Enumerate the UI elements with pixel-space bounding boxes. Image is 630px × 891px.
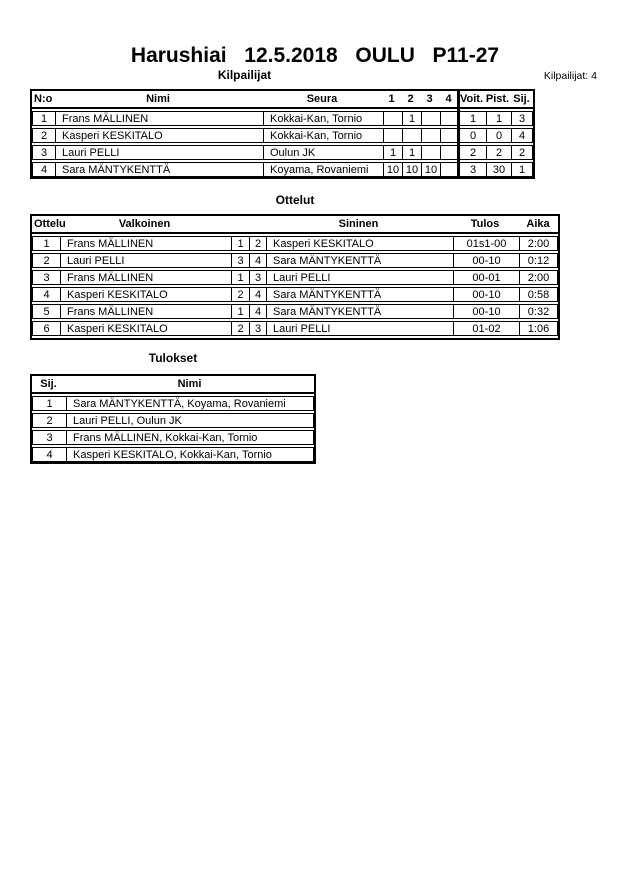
- cell-place: 4: [511, 129, 532, 142]
- cell-white-no: 1: [231, 237, 249, 250]
- cell-place: 3: [511, 112, 532, 125]
- cell-blue-name: Sara MÄNTYKENTTÄ: [266, 305, 453, 318]
- cell-time: 0:12: [519, 254, 557, 267]
- cell-blue-name: Sara MÄNTYKENTTÄ: [266, 288, 453, 301]
- section-label-results: Tulokset: [148, 351, 198, 365]
- cell-white-no: 3: [231, 254, 249, 267]
- cell-white-name: Lauri PELLI: [60, 254, 231, 267]
- cell-no: 4: [40, 163, 48, 176]
- cell-name: Frans MÄLLINEN, Kokkai-Kan, Tornio: [66, 431, 313, 444]
- col-header-points: Pist.: [485, 93, 510, 105]
- cell-blue-name: Kasperi KESKITALO: [266, 237, 453, 250]
- competitors-table: [30, 89, 535, 179]
- cell-result: 00-10: [453, 305, 519, 318]
- cell-wins: 3: [459, 163, 486, 176]
- matches-table: [30, 214, 560, 340]
- match-row: [32, 304, 558, 319]
- cell-round-1: [383, 112, 402, 125]
- cell-blue-name: Lauri PELLI: [266, 271, 453, 284]
- match-row: [32, 287, 558, 302]
- cell-white-no: 2: [231, 322, 249, 335]
- col-header-place: Sij.: [40, 378, 57, 390]
- cell-club: Kokkai-Kan, Tornio: [263, 112, 383, 125]
- col-header-name: Nimi: [177, 378, 202, 390]
- cell-white-no: 1: [231, 305, 249, 318]
- cell-blue-no: 3: [249, 322, 266, 335]
- result-row: [32, 447, 314, 462]
- result-row: [32, 413, 314, 428]
- cell-place: 4: [46, 448, 53, 461]
- cell-match-no: 2: [43, 254, 50, 267]
- col-header-result: Tulos: [470, 218, 500, 230]
- results-table-header: [32, 376, 314, 394]
- cell-round-2: 10: [402, 163, 421, 176]
- match-row: [32, 321, 558, 336]
- competitors-count: Kilpailijat: 4: [543, 70, 597, 82]
- cell-round-3: [421, 129, 440, 142]
- cell-match-no: 3: [43, 271, 50, 284]
- match-row: [32, 253, 558, 268]
- col-header-round-2: 2: [407, 93, 414, 105]
- cell-round-1: 1: [383, 146, 402, 159]
- cell-round-2: 1: [402, 112, 421, 125]
- cell-white-name: Kasperi KESKITALO: [60, 288, 231, 301]
- cell-white-name: Frans MÄLLINEN: [60, 271, 231, 284]
- col-header-wins: Voit.: [459, 93, 483, 105]
- cell-white-no: 1: [231, 271, 249, 284]
- section-label-matches: Ottelut: [275, 193, 315, 207]
- cell-time: 2:00: [519, 237, 557, 250]
- cell-no: 1: [40, 112, 48, 125]
- cell-time: 0:32: [519, 305, 557, 318]
- cell-round-1: 10: [383, 163, 402, 176]
- cell-blue-name: Sara MÄNTYKENTTÄ: [266, 254, 453, 267]
- section-label-competitors: Kilpailijat: [217, 68, 272, 82]
- col-header-club: Seura: [306, 93, 338, 105]
- cell-white-name: Kasperi KESKITALO: [60, 322, 231, 335]
- cell-blue-no: 4: [249, 254, 266, 267]
- col-header-round-1: 1: [388, 93, 395, 105]
- col-header-blue: Sininen: [338, 218, 379, 230]
- match-row: [32, 270, 558, 285]
- cell-club: Kokkai-Kan, Tornio: [263, 129, 383, 142]
- cell-round-2: [402, 129, 421, 142]
- cell-round-3: [421, 112, 440, 125]
- cell-name: Kasperi KESKITALO, Kokkai-Kan, Tornio: [66, 448, 313, 461]
- cell-place: 3: [46, 431, 53, 444]
- cell-wins: 2: [459, 146, 486, 159]
- cell-points: 2: [486, 146, 511, 159]
- cell-name: Lauri PELLI: [55, 146, 263, 159]
- col-header-time: Aika: [526, 218, 550, 230]
- cell-match-no: 5: [43, 305, 50, 318]
- cell-time: 2:00: [519, 271, 557, 284]
- page-title: Harushiai 12.5.2018 OULU P11-27: [130, 44, 500, 67]
- cell-time: 0:58: [519, 288, 557, 301]
- cell-round-1: [383, 129, 402, 142]
- cell-name: Frans MÄLLINEN: [55, 112, 263, 125]
- group-separator-line: [457, 91, 460, 177]
- cell-no: 2: [40, 129, 48, 142]
- col-header-no: N:o: [34, 93, 53, 105]
- cell-blue-name: Lauri PELLI: [266, 322, 453, 335]
- cell-place: 2: [511, 146, 532, 159]
- col-header-place: Sij.: [513, 93, 530, 105]
- cell-no: 3: [40, 146, 48, 159]
- col-header-name: Nimi: [146, 93, 170, 105]
- result-row: [32, 430, 314, 445]
- cell-place: 1: [511, 163, 532, 176]
- cell-club: Oulun JK: [263, 146, 383, 159]
- cell-name: Lauri PELLI, Oulun JK: [66, 414, 313, 427]
- cell-name: Kasperi KESKITALO: [55, 129, 263, 142]
- cell-round-2: 1: [402, 146, 421, 159]
- cell-club: Koyama, Rovaniemi: [263, 163, 383, 176]
- cell-white-name: Frans MÄLLINEN: [60, 305, 231, 318]
- cell-result: 00-01: [453, 271, 519, 284]
- cell-result: 00-10: [453, 254, 519, 267]
- cell-result: 01s1-00: [453, 237, 519, 250]
- cell-place: 2: [46, 414, 53, 427]
- cell-wins: 0: [459, 129, 486, 142]
- cell-wins: 1: [459, 112, 486, 125]
- cell-points: 1: [486, 112, 511, 125]
- col-header-round-4: 4: [445, 93, 452, 105]
- cell-blue-no: 4: [249, 305, 266, 318]
- cell-name: Sara MÄNTYKENTTÄ, Koyama, Rovaniemi: [66, 397, 313, 410]
- cell-points: 30: [486, 163, 511, 176]
- col-header-round-3: 3: [426, 93, 433, 105]
- cell-time: 1:06: [519, 322, 557, 335]
- col-header-white: Valkoinen: [118, 218, 171, 230]
- cell-points: 0: [486, 129, 511, 142]
- cell-place: 1: [46, 397, 53, 410]
- cell-blue-no: 4: [249, 288, 266, 301]
- matches-table-header: [32, 216, 558, 234]
- col-header-match: Ottelu: [34, 218, 66, 230]
- cell-name: Sara MÄNTYKENTTÄ: [55, 163, 263, 176]
- cell-match-no: 4: [43, 288, 50, 301]
- match-row: [32, 236, 558, 251]
- cell-white-name: Frans MÄLLINEN: [60, 237, 231, 250]
- cell-round-3: [421, 146, 440, 159]
- cell-round-3: 10: [421, 163, 440, 176]
- cell-blue-no: 3: [249, 271, 266, 284]
- cell-match-no: 1: [43, 237, 50, 250]
- cell-white-no: 2: [231, 288, 249, 301]
- cell-result: 01-02: [453, 322, 519, 335]
- results-table: [30, 374, 316, 464]
- cell-blue-no: 2: [249, 237, 266, 250]
- cell-result: 00-10: [453, 288, 519, 301]
- result-row: [32, 396, 314, 411]
- cell-match-no: 6: [43, 322, 50, 335]
